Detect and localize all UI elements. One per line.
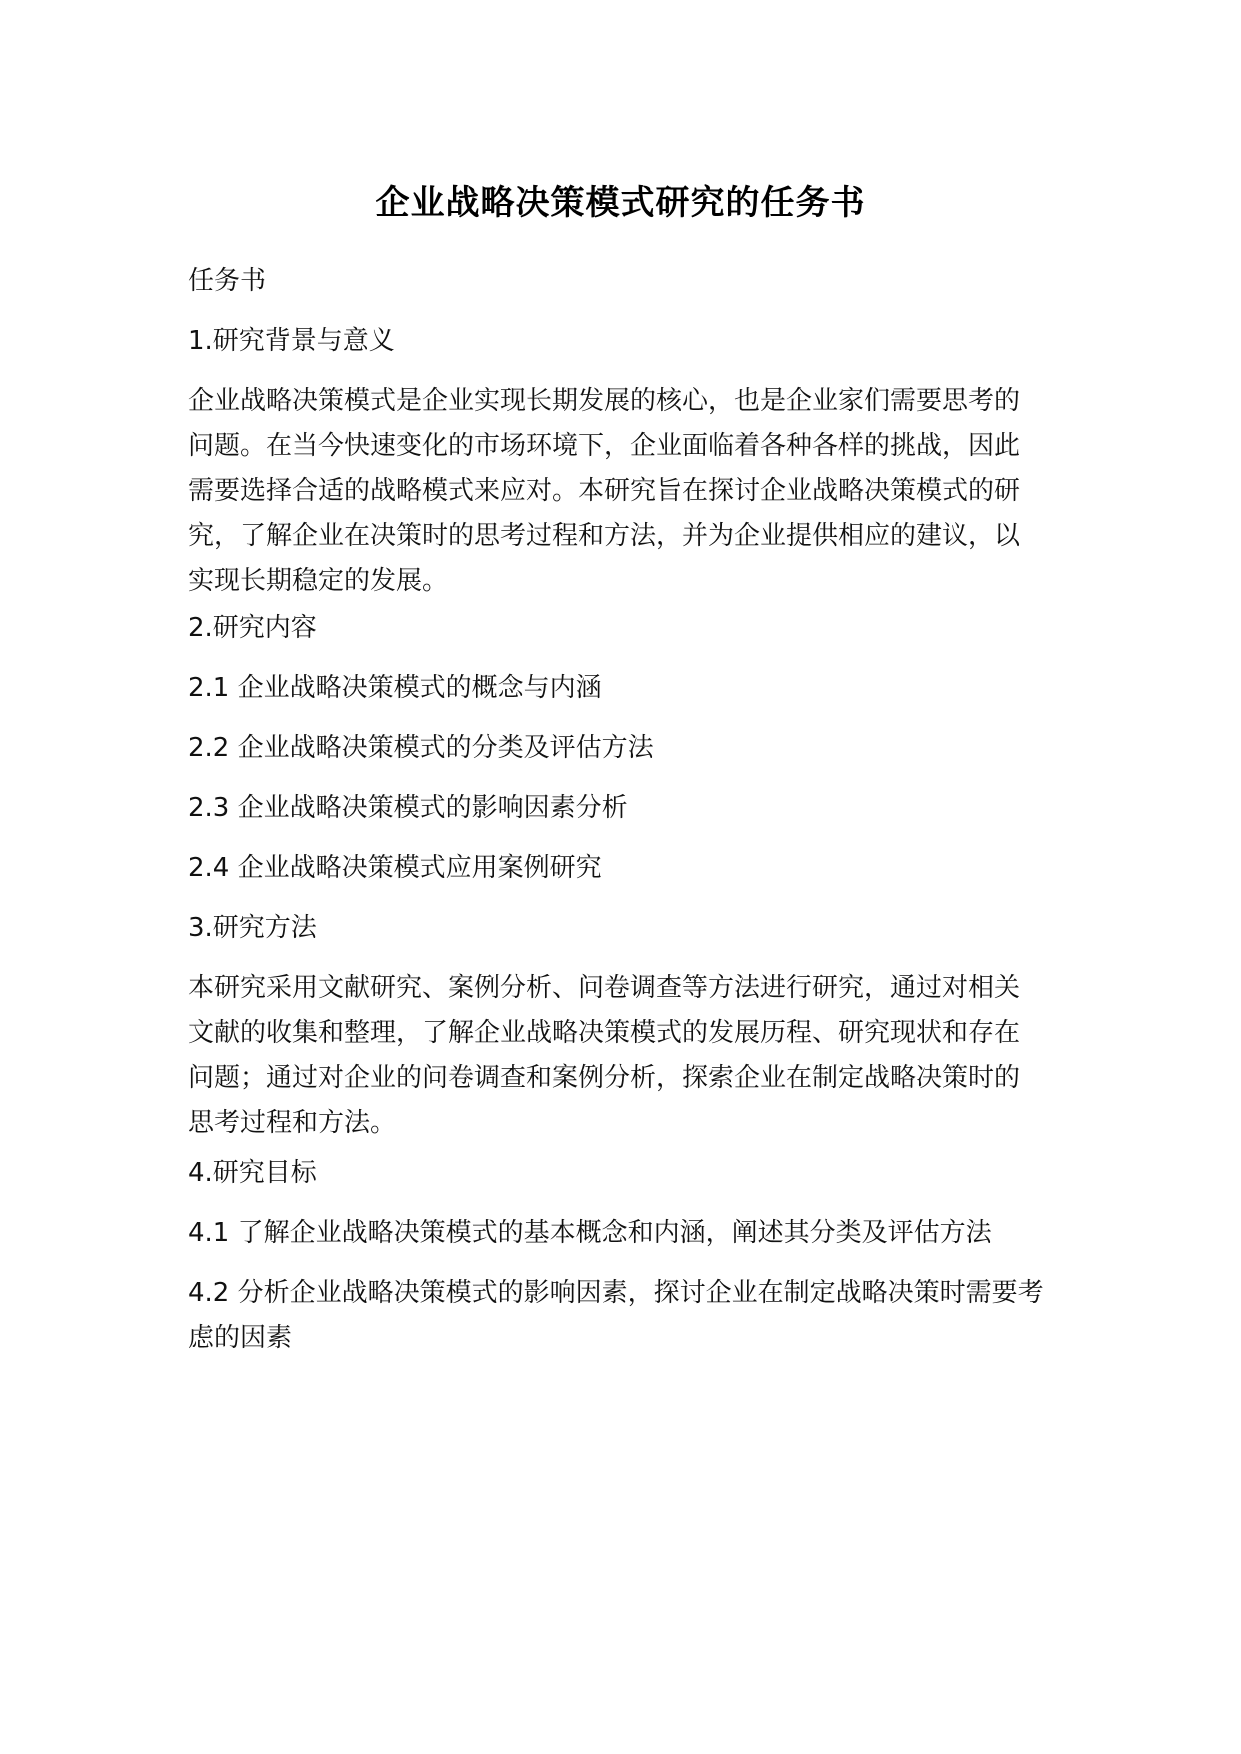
section-4-item: 4.2 分析企业战略决策模式的影响因素，探讨企业在制定战略决策时需要考虑的因素 <box>188 1278 1044 1353</box>
section-2-item: 2.3 企业战略决策模式的影响因素分析 <box>188 793 628 823</box>
heading-task: 任务书 <box>188 266 267 296</box>
section-3-paragraph: 本研究采用文献研究、案例分析、问卷调查等方法进行研究，通过对相关文献的收集和整理，了解企业战略决策模式的发展历程、研究现状和存在问题；通过对企业的问卷调查和案例分析，探索企业在制定战略决策时的思考过程和方法。 <box>188 973 1021 1138</box>
section-2-heading: 2.研究内容 <box>188 613 317 643</box>
section-2-item: 2.4 企业战略决策模式应用案例研究 <box>188 853 602 883</box>
section-3-heading: 3.研究方法 <box>188 913 317 943</box>
document-title: 企业战略决策模式研究的任务书 <box>375 183 866 223</box>
section-4-heading: 4.研究目标 <box>188 1158 317 1188</box>
section-1-paragraph: 企业战略决策模式是企业实现长期发展的核心，也是企业家们需要思考的问题。在当今快速变化的市场环境下，企业面临着各种各样的挑战，因此需要选择合适的战略模式来应对。本研究旨在探讨企业战略决策模式的研究，了解企业在决策时的思考过程和方法，并为企业提供相应的建议，以实现长期稳定的发展。 <box>188 386 1021 596</box>
section-2-item: 2.1 企业战略决策模式的概念与内涵 <box>188 673 602 703</box>
section-2-item: 2.2 企业战略决策模式的分类及评估方法 <box>188 733 654 763</box>
section-1-heading: 1.研究背景与意义 <box>188 326 395 356</box>
section-4-item: 4.1 了解企业战略决策模式的基本概念和内涵，阐述其分类及评估方法 <box>188 1218 992 1248</box>
